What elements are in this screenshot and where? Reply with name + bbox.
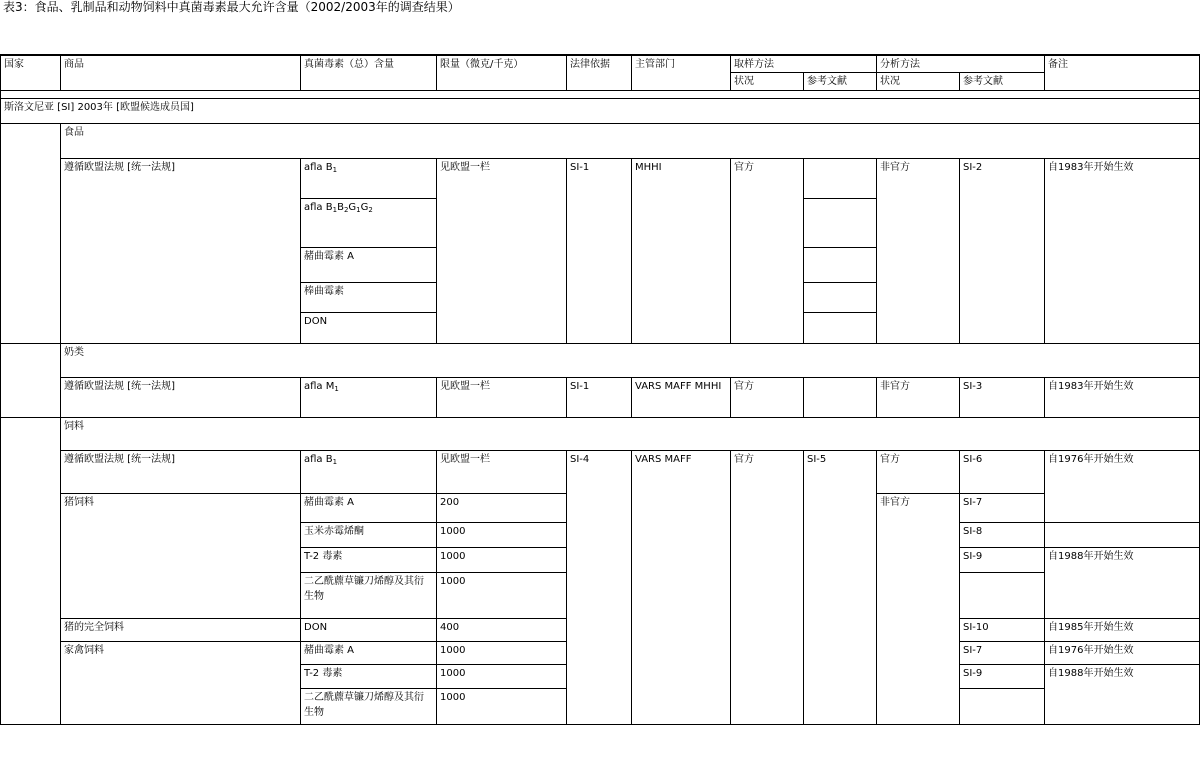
feed-pig-toxin: 赭曲霉素 A bbox=[301, 494, 437, 523]
spacer-cell bbox=[1, 91, 1200, 99]
food-sampling-ref bbox=[804, 199, 877, 248]
feed-poultry-ref: SI-7 bbox=[960, 642, 1045, 665]
toxin-text: afla B bbox=[304, 162, 333, 173]
feed-analysis-status-official: 官方 bbox=[877, 451, 960, 494]
section-dairy-label: 奶类 bbox=[61, 344, 1200, 378]
header-remarks: 备注 bbox=[1045, 55, 1200, 91]
toxin-text: G bbox=[360, 202, 369, 213]
feed-pig-toxin: 二乙酰藨草镰刀烯醇及其衍生物 bbox=[301, 573, 437, 619]
toxin-subscript: 1 bbox=[332, 206, 338, 214]
feed-poultry-limit: 1000 bbox=[437, 642, 567, 665]
food-toxin-patulin: 棒曲霉素 bbox=[301, 283, 437, 313]
feed-poultry-remarks: 自1976年开始生效 bbox=[1045, 642, 1200, 665]
food-sampling-ref bbox=[804, 248, 877, 283]
country-blank-cell bbox=[1, 418, 61, 725]
country-blank-cell bbox=[1, 344, 61, 418]
header-legal-basis: 法律依据 bbox=[567, 55, 632, 91]
feed-pig-ref bbox=[960, 573, 1045, 619]
header-country: 国家 bbox=[1, 55, 61, 91]
header-row bbox=[1, 55, 1200, 73]
feed-pig-complete-commodity: 猪的完全饲料 bbox=[61, 619, 301, 642]
country-label: 斯洛文尼亚 [SI] 2003年 [欧盟候选成员国] bbox=[1, 99, 1200, 124]
feed-pig-limit: 200 bbox=[437, 494, 567, 523]
dairy-legal: SI-1 bbox=[567, 378, 632, 418]
header-sampling-reference: 参考文献 bbox=[804, 73, 877, 91]
section-row-food bbox=[1, 124, 1200, 159]
dairy-remarks: 自1983年开始生效 bbox=[1045, 378, 1200, 418]
dairy-analysis-status: 非官方 bbox=[877, 378, 960, 418]
toxin-subscript: 1 bbox=[332, 166, 338, 174]
feed-poultry-commodity: 家禽饲料 bbox=[61, 642, 301, 725]
toxin-text: B bbox=[325, 202, 333, 213]
toxin-text: B bbox=[337, 202, 344, 213]
section-row-dairy bbox=[1, 344, 1200, 378]
feed-eu-commodity: 遵循欧盟法规 [统一法规] bbox=[61, 451, 301, 494]
feed-pig-ref: SI-9 bbox=[960, 548, 1045, 573]
toxin-subscript: 2 bbox=[343, 206, 349, 214]
food-commodity: 遵循欧盟法规 [统一法规] bbox=[61, 159, 301, 344]
dairy-authority: VARS MAFF MHHI bbox=[632, 378, 731, 418]
dairy-commodity: 遵循欧盟法规 [统一法规] bbox=[61, 378, 301, 418]
feed-poultry-toxin: 赭曲霉素 A bbox=[301, 642, 437, 665]
feed-analysis-status-unofficial: 非官方 bbox=[877, 494, 960, 725]
country-row bbox=[1, 99, 1200, 124]
header-sampling: 取样方法 bbox=[731, 55, 877, 73]
feed-poultry-remarks: 自1988年开始生效 bbox=[1045, 665, 1200, 725]
feed-poultry-toxin: 二乙酰藨草镰刀烯醇及其衍生物 bbox=[301, 689, 437, 725]
feed-pig-complete-toxin: DON bbox=[301, 619, 437, 642]
mycotoxin-limits-table bbox=[0, 54, 1200, 725]
food-limit: 见欧盟一栏 bbox=[437, 159, 567, 344]
feed-pig-ref: SI-8 bbox=[960, 523, 1045, 548]
feed-poultry-limit: 1000 bbox=[437, 689, 567, 725]
feed-remarks-1988: 自1988年开始生效 bbox=[1045, 548, 1200, 619]
feed-remarks-blank bbox=[1045, 523, 1200, 548]
spacer-row bbox=[1, 91, 1200, 99]
header-sampling-status: 状况 bbox=[731, 73, 804, 91]
feed-pig-limit: 1000 bbox=[437, 548, 567, 573]
feed-analysis-ref-eu: SI-6 bbox=[960, 451, 1045, 494]
toxin-subscript: 1 bbox=[332, 458, 338, 466]
food-toxin-afla-all bbox=[301, 199, 437, 248]
toxin-text: G bbox=[348, 202, 357, 213]
dairy-limit: 见欧盟一栏 bbox=[437, 378, 567, 418]
dairy-analysis-ref: SI-3 bbox=[960, 378, 1045, 418]
dairy-sampling-ref bbox=[804, 378, 877, 418]
food-analysis-status: 非官方 bbox=[877, 159, 960, 344]
header-commodity: 商品 bbox=[61, 55, 301, 91]
toxin-subscript: 2 bbox=[368, 206, 373, 214]
toxin-text: afla M bbox=[304, 381, 335, 392]
table-row bbox=[1, 159, 1200, 199]
feed-pig-ref: SI-7 bbox=[960, 494, 1045, 523]
dairy-toxin bbox=[301, 378, 437, 418]
table-caption: 表3：食品、乳制品和动物饲料中真菌毒素最大允许含量（2002/2003年的调查结果） bbox=[3, 0, 460, 14]
header-limit: 限量（微克/千克） bbox=[437, 55, 567, 91]
header-analysis-reference: 参考文献 bbox=[960, 73, 1045, 91]
table-row bbox=[1, 378, 1200, 418]
feed-poultry-limit: 1000 bbox=[437, 665, 567, 689]
toxin-subscript: 1 bbox=[356, 206, 361, 214]
header-authority: 主管部门 bbox=[632, 55, 731, 91]
food-authority: MHHI bbox=[632, 159, 731, 344]
feed-pig-complete-remarks: 自1985年开始生效 bbox=[1045, 619, 1200, 642]
toxin-subscript: 1 bbox=[334, 385, 339, 393]
food-legal: SI-1 bbox=[567, 159, 632, 344]
header-mycotoxin: 真菌毒素（总）含量 bbox=[301, 55, 437, 91]
food-sampling-status: 官方 bbox=[731, 159, 804, 344]
food-analysis-ref: SI-2 bbox=[960, 159, 1045, 344]
toxin-text: afla bbox=[304, 202, 326, 213]
feed-pig-toxin: T-2 毒素 bbox=[301, 548, 437, 573]
feed-pig-complete-ref: SI-10 bbox=[960, 619, 1045, 642]
feed-pig-limit: 1000 bbox=[437, 523, 567, 548]
feed-pig-commodity: 猪饲料 bbox=[61, 494, 301, 619]
feed-remarks-eu: 自1976年开始生效 bbox=[1045, 451, 1200, 523]
feed-pig-toxin: 玉米赤霉烯酮 bbox=[301, 523, 437, 548]
food-toxin-afla-b1 bbox=[301, 159, 437, 199]
food-toxin-ochratoxin: 赭曲霉素 A bbox=[301, 248, 437, 283]
feed-eu-toxin bbox=[301, 451, 437, 494]
section-food-label: 食品 bbox=[61, 124, 1200, 159]
food-sampling-ref bbox=[804, 313, 877, 344]
country-blank-cell bbox=[1, 124, 61, 344]
feed-poultry-ref bbox=[960, 689, 1045, 725]
feed-eu-limit: 见欧盟一栏 bbox=[437, 451, 567, 494]
header-analysis-status: 状况 bbox=[877, 73, 960, 91]
food-sampling-ref bbox=[804, 159, 877, 199]
food-remarks: 自1983年开始生效 bbox=[1045, 159, 1200, 344]
feed-poultry-ref: SI-9 bbox=[960, 665, 1045, 689]
section-row-feed bbox=[1, 418, 1200, 451]
feed-authority: VARS MAFF bbox=[632, 451, 731, 725]
food-sampling-ref bbox=[804, 283, 877, 313]
feed-poultry-toxin: T-2 毒素 bbox=[301, 665, 437, 689]
feed-sampling-ref: SI-5 bbox=[804, 451, 877, 725]
feed-legal: SI-4 bbox=[567, 451, 632, 725]
toxin-text: afla B bbox=[304, 454, 333, 465]
feed-sampling-status: 官方 bbox=[731, 451, 804, 725]
table-row bbox=[1, 451, 1200, 494]
section-feed-label: 饲料 bbox=[61, 418, 1200, 451]
feed-pig-limit: 1000 bbox=[437, 573, 567, 619]
feed-pig-complete-limit: 400 bbox=[437, 619, 567, 642]
header-analysis: 分析方法 bbox=[877, 55, 1045, 73]
food-toxin-don: DON bbox=[301, 313, 437, 344]
dairy-sampling-status: 官方 bbox=[731, 378, 804, 418]
